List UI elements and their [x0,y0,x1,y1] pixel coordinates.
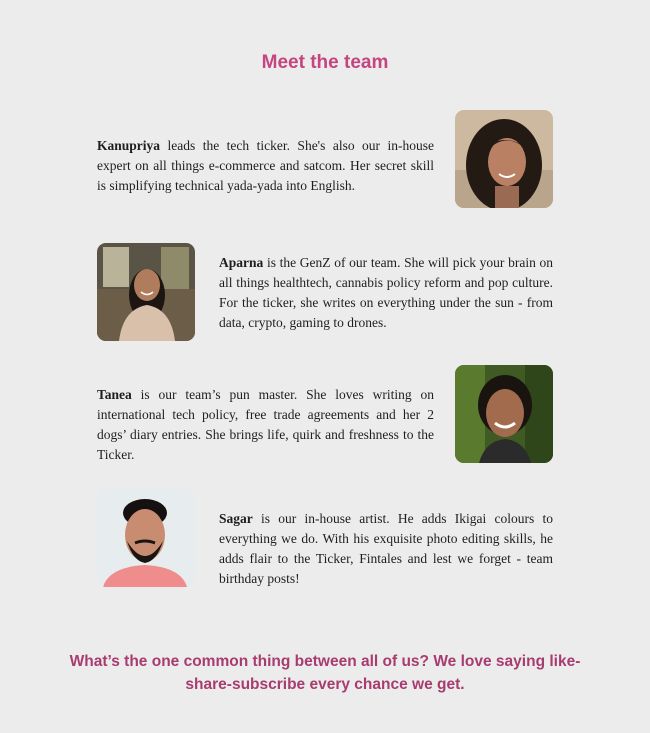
member-name: Aparna [219,255,264,270]
team-member-sagar [97,489,553,587]
member-bio [219,253,553,333]
member-name: Kanupriya [97,138,161,153]
team-member-kanupriya [97,110,553,208]
member-name: Sagar [219,511,253,526]
team-member-aparna [97,243,553,341]
member-bio [97,136,434,196]
member-description: is the GenZ of our team. She will pick your brain on all things healthtech, cannabis policy reform and pop culture. For the ticker, she writes on everything under the sun - from data, crypto, gaming to drones. [219,255,553,330]
member-photo [97,489,195,587]
member-photo [97,243,195,341]
member-description: is our team’s pun master. She loves writing on international tech policy, free trade agreements and her 2 dogs’ diary entries. She brings life, quirk and freshness to the Ticker. [97,387,434,462]
member-photo [455,365,553,463]
member-bio [219,509,553,589]
team-member-tanea [97,365,553,463]
member-name: Tanea [97,387,132,402]
member-description: is our in-house artist. He adds Ikigai colours to everything we do. With his exquisite photo editing skills, he adds flair to the Ticker, Fintales and lest we forget - team birthday posts! [219,511,553,586]
footer-tagline: What’s the one common thing between all of us? We love saying like-share-subscribe every chance we get. [69,653,581,693]
page-title: Meet the team [261,52,389,73]
member-photo [455,110,553,208]
member-description: leads the tech ticker. She's also our in-house expert on all things e-commerce and satcom. Her secret skill is simplifying technical yada-yada into English. [97,138,435,193]
member-bio [97,385,434,465]
